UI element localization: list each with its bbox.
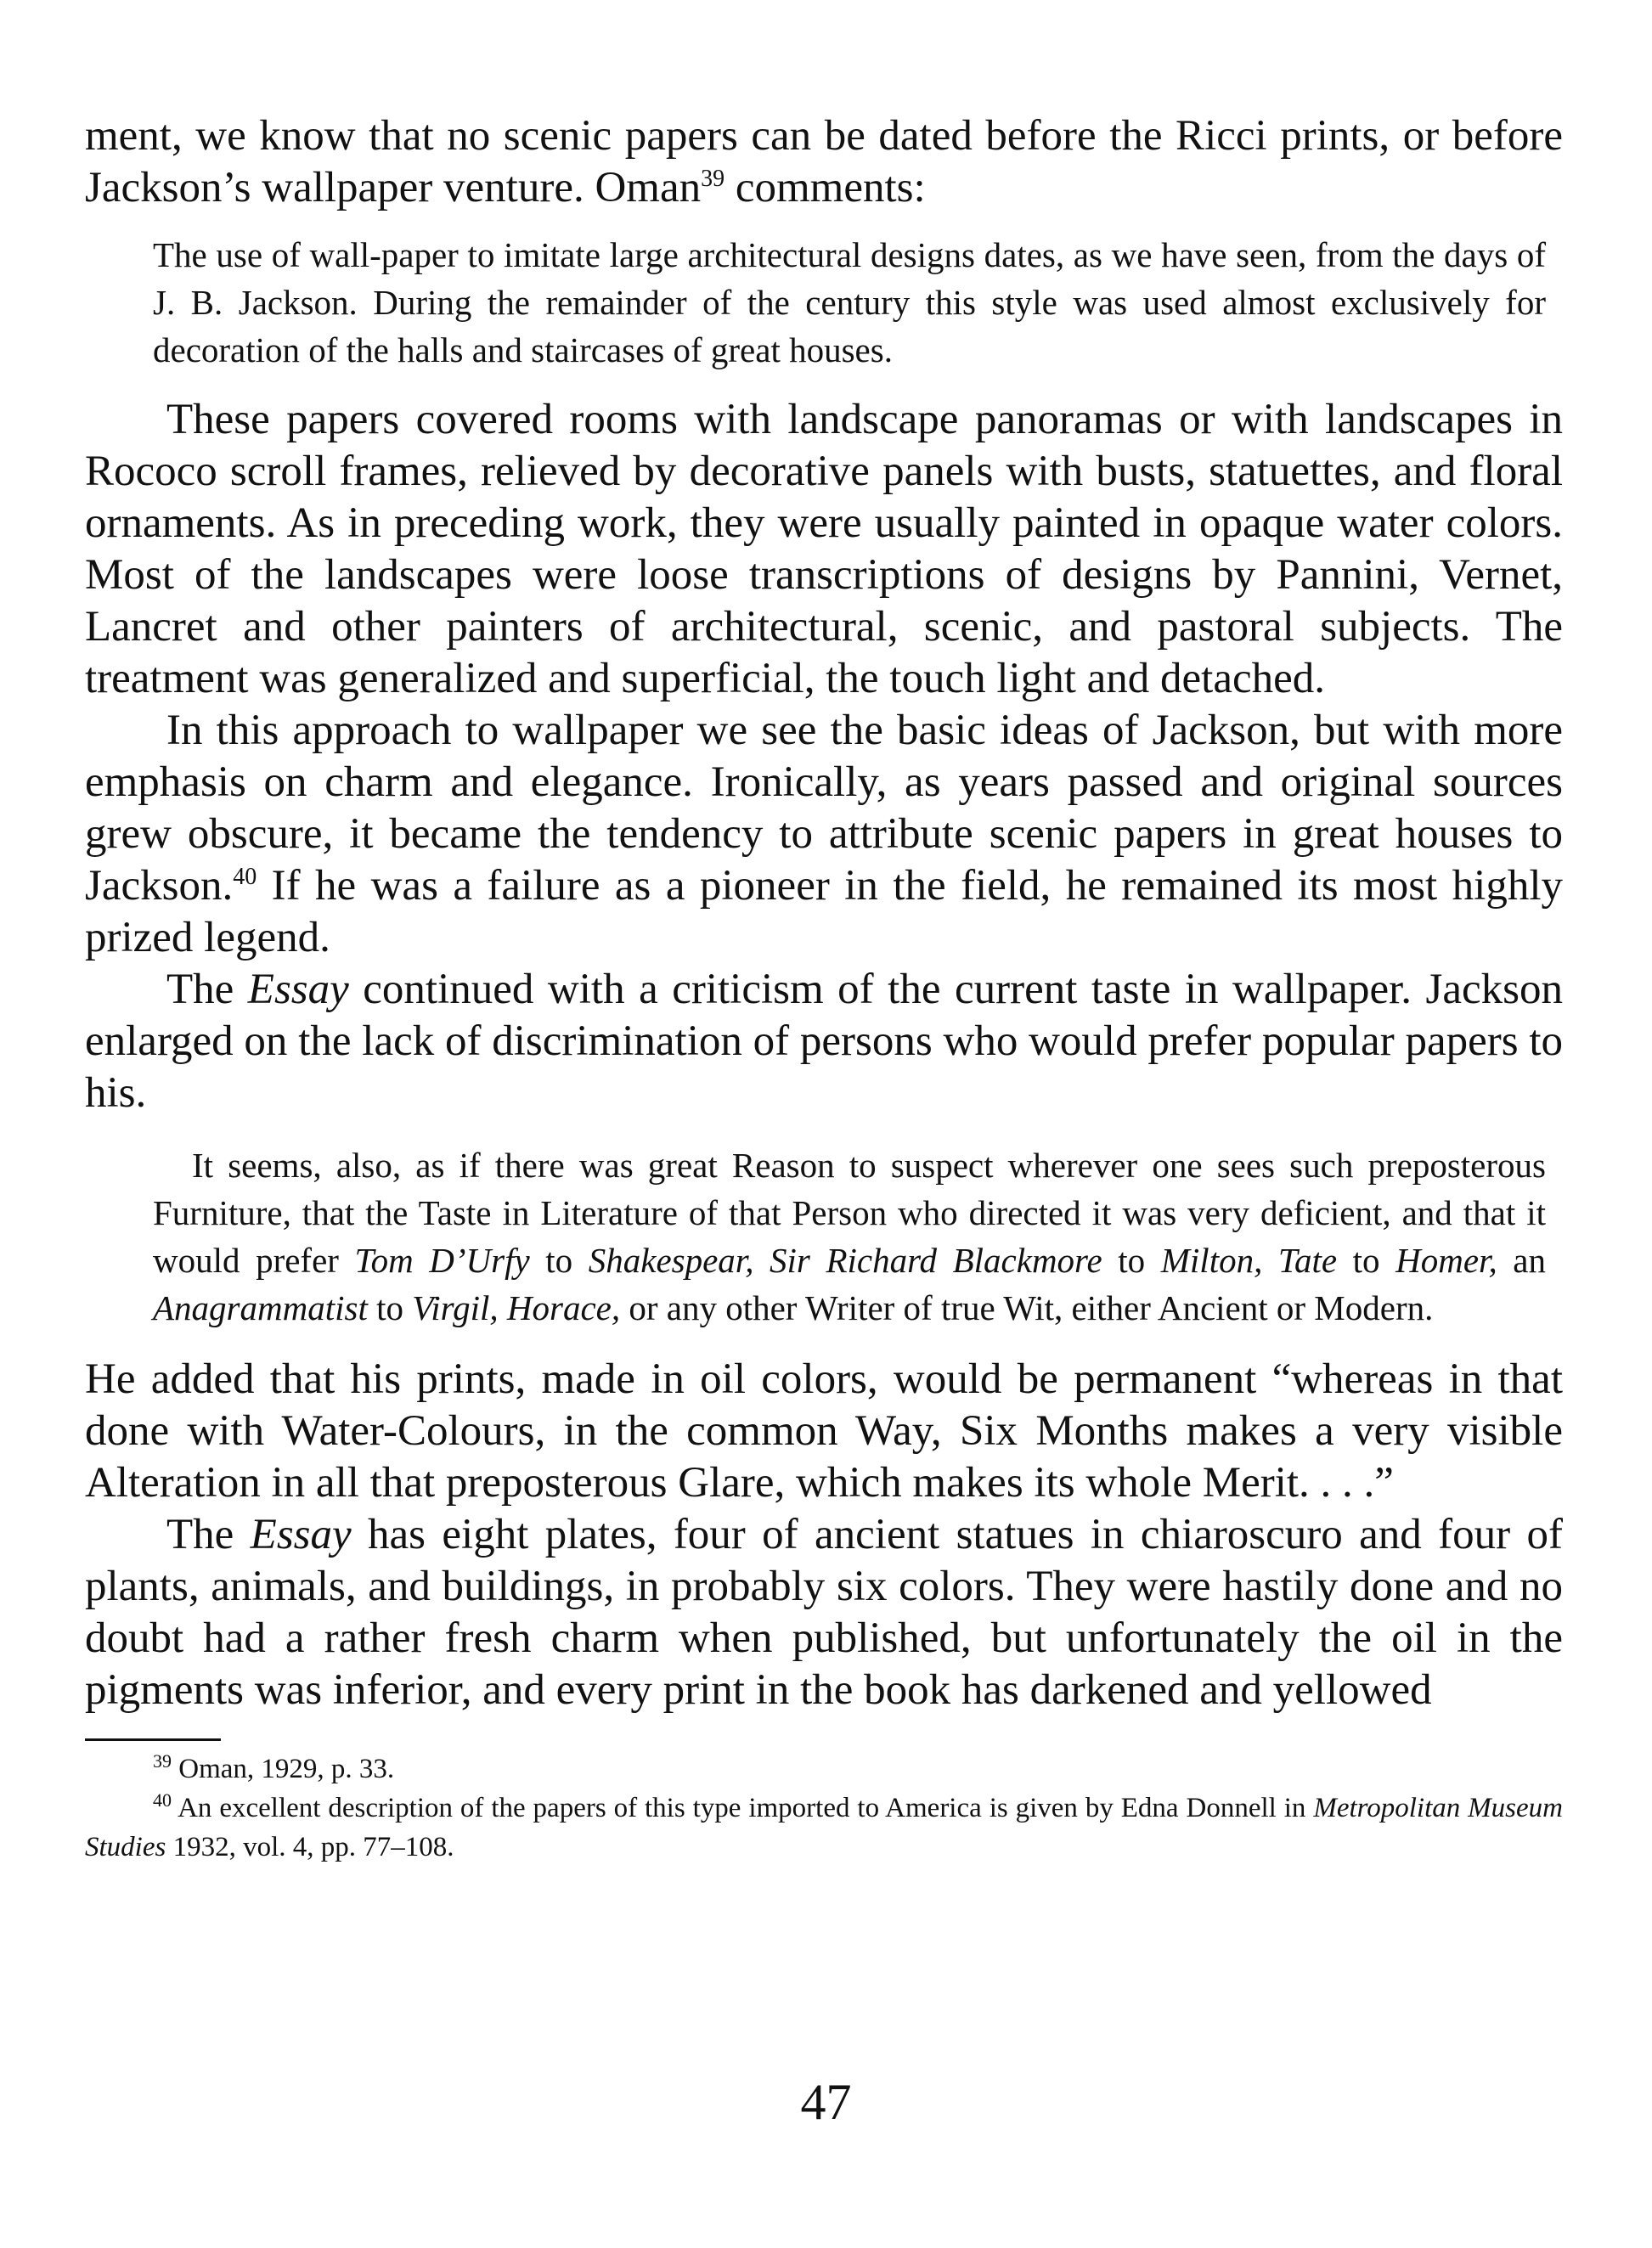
paragraph-4-text-end: continued with a criticism of the current taste in wallpaper. Jackson enlarged on the lack of discrimination of persons who would prefer popular papers to his.	[85, 966, 1563, 1117]
paragraph-3-text-end: If he was a failure as a pioneer in the field, he remained its most highly prized legend.	[85, 862, 1563, 961]
footnote-ref-40: 40	[233, 864, 257, 890]
paragraph-5: He added that his prints, made in oil colors, would be permanent “whereas in that done with Water-Colours, in the common Way, Six Months makes a very visible Alteration in all that preposterous Glare, which makes its whole Merit. . . .”	[85, 1355, 1563, 1507]
footnote-40	[85, 1789, 1563, 1867]
quote-text: to	[1102, 1241, 1161, 1280]
footnote-40-text: An excellent description of the papers of this type imported to America is given by Edna Donnell in	[172, 1793, 1314, 1823]
quote-italic-name: Anagrammatist	[153, 1288, 368, 1327]
quote-italic-name: Shakespear, Sir Richard Blackmore	[588, 1241, 1102, 1280]
paragraph-3-text: In this approach to wallpaper we see the basic ideas of Jackson, but with more emphasis on charm and elegance. Ironically, as years passed and original sources grew obscure, it became the tendency to attribute scenic papers in great houses to Jackson.	[85, 707, 1563, 910]
paragraph-6-text: The	[166, 1511, 251, 1558]
footnote-ref-39: 39	[701, 166, 725, 192]
essay-title: Essay	[247, 966, 349, 1013]
quote-text: to	[367, 1288, 413, 1327]
paragraph-4-text: The	[166, 966, 248, 1013]
paragraph-2: These papers covered rooms with landscape panoramas or with landscapes in Rococo scroll frames, relieved by decorative panels with busts, statuettes, and floral ornaments. As in preceding work, they were usually painted in opaque water colors. Most of the landscapes were loose transcriptions of designs by Pannini, Vernet, Lancret and other painters of architectural, scenic, and pastoral subjects. The treatment was generalized and superficial, the touch light and detached.	[85, 396, 1563, 702]
quote-text: It seems, also, as if there was great Reason to suspect wherever one sees such preposterous Furniture, that the Taste in Literature of that Person who directed it was very deficient, and that it would prefer	[153, 1146, 1546, 1280]
quote-text: to	[529, 1241, 589, 1280]
block-quote-oman: The use of wall-paper to imitate large architectural designs dates, as we have seen, from the days of J. B. Jackson. During the remainder of the century this style was used almost exclusively for decoration of the halls and staircases of great houses.	[153, 235, 1546, 369]
essay-title: Essay	[250, 1511, 352, 1558]
quote-text: or any other Writer of true Wit, either Ancient or Modern.	[620, 1288, 1434, 1327]
quote-italic-name: Milton, Tate	[1160, 1241, 1338, 1280]
footnote-40-mark: 40	[153, 1789, 172, 1811]
paragraph-4	[85, 964, 1563, 1119]
quote-italic-name: Tom D’Urfy	[354, 1241, 530, 1280]
paragraph-1	[85, 110, 1563, 214]
block-quote-jackson	[85, 1141, 1563, 1332]
paragraph-6-text-end: has eight plates, four of ancient statues in chiaroscuro and four of plants, animals, and buildings, in probably six colors. They were hastily done and no doubt had a rather fresh charm when published, but unfortunately the oil in the pigments was inferior, and every print in the book has darkened and yellowed	[85, 1511, 1563, 1714]
quote-italic-name: Virgil, Horace,	[412, 1288, 621, 1327]
paragraph-1-text-end: comments:	[725, 164, 926, 211]
quote-text: to	[1337, 1241, 1396, 1280]
footnote-40-text-end: 1932, vol. 4, pp. 77–108.	[166, 1832, 454, 1862]
footnote-39-text: Oman, 1929, p. 33.	[172, 1754, 395, 1784]
footnote-divider	[85, 1738, 221, 1741]
quote-italic-name: Homer,	[1395, 1241, 1497, 1280]
quote-text: an	[1497, 1241, 1546, 1280]
footnote-39-mark: 39	[153, 1750, 172, 1772]
page-number: 47	[800, 2074, 852, 2130]
paragraph-3	[85, 705, 1563, 964]
footnote-40-journal: Metropolitan Museum Studies	[85, 1793, 1563, 1862]
paragraph-6	[85, 1509, 1563, 1716]
footnote-39	[85, 1749, 1563, 1789]
paragraph-1-text: ment, we know that no scenic papers can be dated before the Ricci prints, or before Jackson’s wallpaper venture. Oman	[85, 112, 1563, 211]
page-content	[85, 110, 1563, 1867]
